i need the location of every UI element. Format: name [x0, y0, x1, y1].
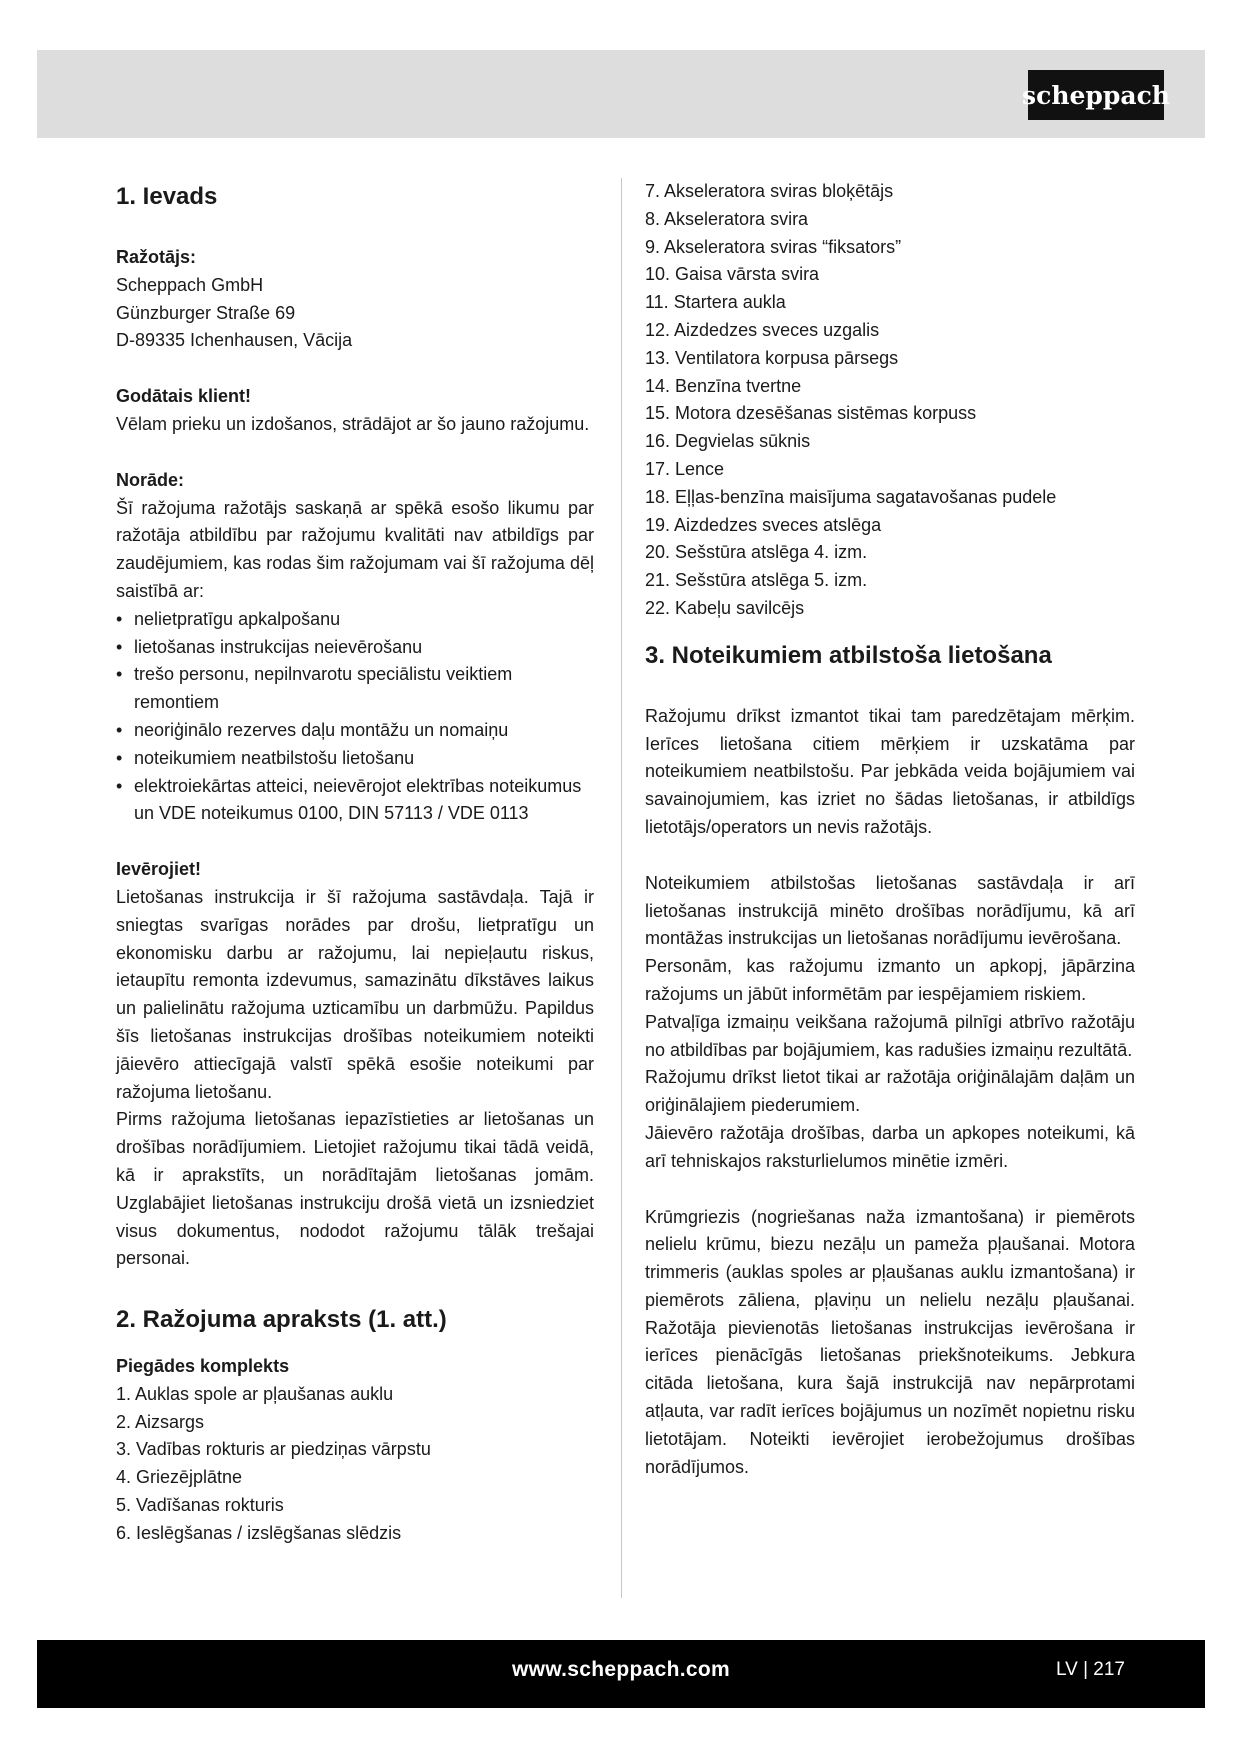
greeting-label: Godātais klient! — [116, 386, 252, 407]
list-item: • noteikumiem neatbilstošu lietošanu — [116, 745, 594, 773]
section-heading-usage: 3. Noteikumiem atbilstoša lietošana — [645, 641, 1052, 669]
svg-text:scheppach: scheppach — [1022, 81, 1170, 110]
page-number: LV | 217 — [1055, 1659, 1125, 1680]
manufacturer-label: Ražotājs: — [116, 247, 197, 267]
usage-paragraph: Jāievēro ražotāja drošības, darba un apkopes noteikumi, kā arī tehniskajos raksturlielumos minētie izmēri. — [645, 1122, 1135, 1171]
column-divider — [621, 178, 622, 1598]
list-item: 2. Aizsargs — [116, 1411, 205, 1432]
list-item: 20. Sešstūra atslēga 4. izm. — [645, 542, 868, 563]
manufacturer-line: Scheppach GmbH — [116, 274, 264, 295]
list-item: 21. Sešstūra atslēga 5. izm. — [645, 570, 868, 591]
note-list — [116, 606, 594, 828]
note-label: Norāde: — [116, 469, 185, 490]
list-item: 11. Startera aukla — [645, 292, 786, 313]
list-item: 9. Akseleratora sviras “fiksators” — [645, 236, 902, 257]
list-item: 10. Gaisa vārsta svira — [645, 264, 820, 285]
list-item: • trešo personu, nepilnvarotu speciālistu veiktiem remontiem — [116, 661, 594, 717]
right-column — [645, 178, 1135, 1481]
scheppach-logo — [1022, 70, 1170, 120]
left-column — [116, 178, 594, 1548]
list-item: 4. Griezējplātne — [116, 1467, 243, 1488]
list-item: 7. Akseleratora sviras bloķētājs — [645, 181, 894, 201]
section-heading-intro: 1. Ievads — [116, 183, 218, 210]
list-item: • nelietpratīgu apkalpošanu — [116, 606, 594, 634]
list-item: • lietošanas instrukcijas neievērošanu — [116, 634, 594, 662]
list-item: 13. Ventilatora korpusa pārsegs — [645, 347, 899, 368]
usage-paragraph: Noteikumiem atbilstošas lietošanas sastāvdaļa ir arī lietošanas instrukcijā minēto drošības norādījumu, kā arī montāžas instrukcijas un lietošanas norādījumu ievērošana. — [645, 872, 1135, 949]
usage-paragraph: Patvaļīga izmaiņu veikšana ražojumā pilnīgi atbrīvo ražotāju no atbildības par bojājumiem, kas radušies izmaiņu rezultātā. — [645, 1011, 1135, 1060]
observe-paragraph: Lietošanas instrukcija ir šī ražojuma sastāvdaļa. Tajā ir sniegtas svarīgas norādes par drošu, lietpratīgu un ekonomisku darbu ar ražojumu, lai nepieļautu riskus, ietaupītu remonta izdevumus, samazinātu dīkstāves laikus un palielinātu ražojuma uzticamību un darbmūžu. Papildus šīs lietošanas instrukcijas drošības noteikumiem noteikti jāievēro attiecīgajā valstī spēkā esošie noteikumi par ražojuma lietošanu. — [116, 886, 594, 1102]
section-heading-description: 2. Ražojuma apraksts (1. att.) — [116, 1306, 447, 1334]
page-header — [37, 50, 1205, 138]
list-item: 1. Auklas spole ar pļaušanas auklu — [116, 1383, 394, 1404]
list-item: 8. Akseleratora svira — [645, 208, 809, 229]
list-item: 3. Vadības rokturis ar piedziņas vārpstu — [116, 1439, 431, 1460]
page-footer — [37, 1640, 1205, 1708]
usage-paragraph: Krūmgriezis (nogriešanas naža izmantošana) ir piemērots nelielu krūmu, biezu nezāļu un pameža pļaušanai. Motora trimmeris (auklas spoles ar pļaušanas auklu izmantošana) ir piemērots zāliena, pļaviņu un nelielu nezāļu pļaušanai. Ražotāja pievienotās lietošanas instrukcijas ievērošana ir ierīces pienācīgās lietošanas priekšnoteikums. Jebkura citāda lietošana, kura šajā instrukcijā nav nepārprotami atļauta, var radīt ierīces bojājumus un nozīmēt nopietnu risku lietotājam. Noteikti ievērojiet ierobežojumus drošības norādījumos. — [645, 1206, 1135, 1477]
list-item: 5. Vadīšanas rokturis — [116, 1495, 284, 1516]
list-item: • elektroiekārtas atteici, neievērojot elektrības noteikumus un VDE noteikumus 0100, DIN 57113 / VDE 0113 — [116, 773, 594, 829]
usage-paragraph: Ražojumu drīkst izmantot tikai tam paredzētajam mērķim. Ierīces lietošana citiem mērķiem ir uzskatāma par noteikumiem neatbilstošu. Par jebkāda veida bojājumiem vai savainojumiem, kas izriet no šādas lietošanas, ir atbildīgs lietotājs/operators un nevis ražotājs. — [645, 705, 1135, 837]
list-item: 12. Aizdedzes sveces uzgalis — [645, 319, 880, 340]
usage-paragraph: Personām, kas ražojumu izmanto un apkopj, jāpārzina ražojums un jābūt informētām par iespējamiem riskiem. — [645, 956, 1135, 1004]
delivery-list-continued — [645, 178, 1135, 623]
usage-paragraph: Ražojumu drīkst lietot tikai ar ražotāja oriģinālajām daļām un oriģinālajiem piederumiem. — [645, 1067, 1135, 1116]
list-item: 14. Benzīna tvertne — [645, 375, 802, 396]
website-link[interactable]: www.scheppach.com — [512, 1658, 730, 1681]
list-item: 22. Kabeļu savilcējs — [645, 597, 805, 618]
manufacturer-line: Günzburger Straße 69 — [116, 302, 296, 323]
logo-wordmark — [1022, 73, 1170, 117]
delivery-list — [116, 1381, 594, 1548]
list-item: 18. Eļļas-benzīna maisījuma sagatavošanas pudele — [645, 486, 1057, 507]
observe-label: Ievērojiet! — [116, 859, 202, 880]
list-item: • neoriģinālo rezerves daļu montāžu un nomaiņu — [116, 717, 594, 745]
list-item: 15. Motora dzesēšanas sistēmas korpuss — [645, 403, 977, 424]
list-item: 17. Lence — [645, 458, 725, 479]
note-text: Šī ražojuma ražotājs saskaņā ar spēkā esošo likumu par ražotāja atbildību par ražojumu kvalitāti nav atbildīgs par zaudējumiem, kas rodas šim ražojumam vai šī ražojuma dēļ saistībā ar: — [116, 497, 594, 601]
greeting-text: Vēlam prieku un izdošanos, strādājot ar šo jauno ražojumu. — [116, 413, 590, 434]
list-item: 16. Degvielas sūknis — [645, 431, 811, 452]
delivery-label: Piegādes komplekts — [116, 1356, 290, 1377]
list-item: 19. Aizdedzes sveces atslēga — [645, 514, 882, 535]
observe-paragraph: Pirms ražojuma lietošanas iepazīstieties ar lietošanas un drošības norādījumiem. Lietojiet ražojumu tikai tādā veidā, kā ir aprakstīts, un norādītajām lietošanas jomām. Uzglabājiet lietošanas instrukciju drošā vietā un izsniedziet visus dokumentus, nododot ražojumu tālāk trešajai personai. — [116, 1109, 594, 1269]
list-item: 6. Ieslēgšanas / izslēgšanas slēdzis — [116, 1522, 402, 1543]
manufacturer-line: D-89335 Ichenhausen, Vācija — [116, 330, 353, 351]
